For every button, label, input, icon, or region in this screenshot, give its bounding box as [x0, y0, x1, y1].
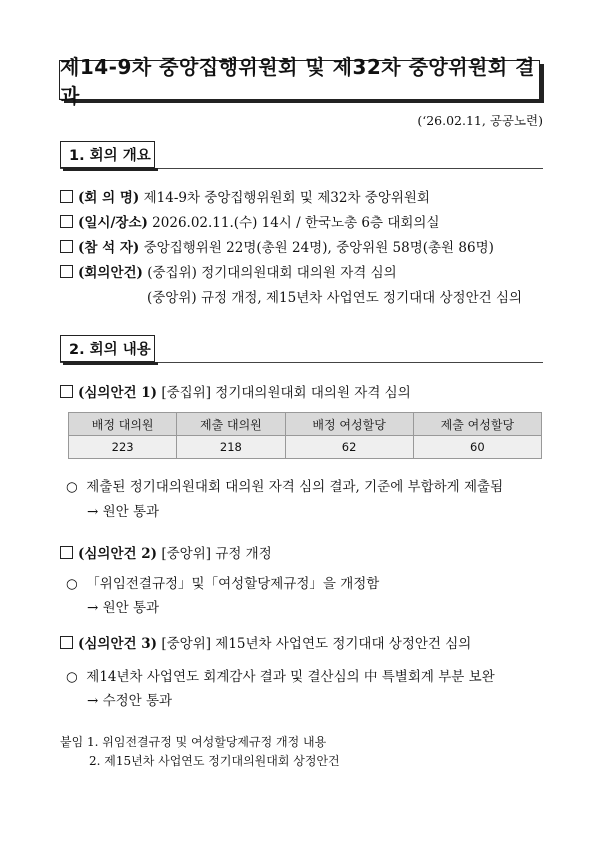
checkbox-icon: [60, 636, 73, 649]
table-cell: 223: [69, 436, 177, 459]
checkbox-icon: [60, 190, 73, 203]
agenda1-result: → 원안 통과: [87, 504, 160, 520]
document-date: (‘26.02.11, 공공노련): [417, 113, 543, 128]
table-header: 배정 대의원: [69, 413, 177, 436]
overview-item-agenda: [60, 261, 397, 281]
item-label: (일시/장소): [78, 215, 148, 231]
circle-bullet-icon: ○: [66, 479, 78, 495]
circle-bullet-icon: ○: [66, 576, 78, 592]
checkbox-icon: [60, 265, 73, 278]
agenda3-bullet-text: 제14년차 사업연도 회계감사 결과 및 결산심의 中 특별회계 부분 보완: [86, 669, 495, 685]
section1-heading: [60, 141, 155, 168]
item-text: 2026.02.11.(수) 14시 / 한국노총 6층 대회의실: [152, 215, 440, 231]
agenda2-result: → 원안 통과: [87, 600, 160, 616]
agenda1-bullet-text: 제출된 정기대의원대회 대의원 자격 심의 결과, 기준에 부합하게 제출됨: [86, 479, 504, 495]
page-title: 제14-9차 중앙집행위원회 및 제32차 중앙위원회 결과: [60, 55, 535, 108]
section1-heading-text: 1. 회의 개요: [69, 148, 151, 164]
table-header: 제출 여성할당: [413, 413, 541, 436]
agenda1-label: (심의안건 1): [78, 385, 158, 401]
agenda1-text: [중집위] 정기대의원대회 대의원 자격 심의: [161, 385, 411, 401]
table-header-row: [69, 413, 542, 436]
checkbox-icon: [60, 240, 73, 253]
agenda2-label: (심의안건 2): [78, 546, 158, 562]
agenda2-text: [중앙위] 규정 개정: [161, 546, 272, 562]
checkbox-icon: [60, 546, 73, 559]
item-text: 중앙집행위원 22명(총원 24명), 중앙위원 58명(총원 86명): [143, 240, 494, 256]
agenda3-text: [중앙위] 제15년차 사업연도 정기대대 상정안건 심의: [161, 636, 472, 652]
section2-heading-text: 2. 회의 내용: [69, 342, 151, 358]
table-cell: 62: [285, 436, 413, 459]
overview-agenda-continuation: (중앙위) 규정 개정, 제15년차 사업연도 정기대대 상정안건 심의: [147, 290, 523, 306]
agenda2-bullet-text: 「위임전결규정」및「여성할당제규정」을 개정함: [86, 576, 380, 592]
agenda2-bullet: [66, 572, 379, 592]
checkbox-icon: [60, 215, 73, 228]
agenda3-bullet: [66, 665, 495, 685]
circle-bullet-icon: ○: [66, 669, 78, 685]
agenda1-bullet: [66, 475, 503, 495]
table-cell: 60: [413, 436, 541, 459]
table-header: 배정 여성할당: [285, 413, 413, 436]
table-header: 제출 대의원: [177, 413, 285, 436]
section1-shadow: [63, 168, 158, 171]
section2-heading: [60, 335, 155, 362]
attachment-line-2: 2. 제15년차 사업연도 정기대의원대회 상정안건: [89, 754, 340, 768]
table-cell: 218: [177, 436, 285, 459]
item-label: (참 석 자): [78, 240, 140, 256]
table-row: [69, 436, 542, 459]
checkbox-icon: [60, 385, 73, 398]
title-box: [59, 55, 540, 108]
agenda2-title: [60, 542, 272, 562]
attachment-line-1: 붙임 1. 위임전결규정 및 여성할당제규정 개정 내용: [60, 735, 327, 749]
item-text: 제14-9차 중앙집행위원회 및 제32차 중앙위원회: [143, 190, 430, 206]
item-label: (회의안건): [78, 265, 143, 281]
agenda1-title: [60, 381, 411, 401]
agenda3-result: → 수정안 통과: [87, 693, 173, 709]
agenda3-label: (심의안건 3): [78, 636, 158, 652]
section2-shadow: [63, 362, 158, 365]
overview-item-name: [60, 186, 430, 206]
agenda3-title: [60, 632, 471, 652]
overview-item-datetime: [60, 211, 440, 231]
item-text: (중집위) 정기대의원대회 대의원 자격 심의: [147, 265, 397, 281]
item-label: (회 의 명): [78, 190, 140, 206]
overview-item-attendees: [60, 236, 494, 256]
delegate-table: [68, 412, 542, 459]
